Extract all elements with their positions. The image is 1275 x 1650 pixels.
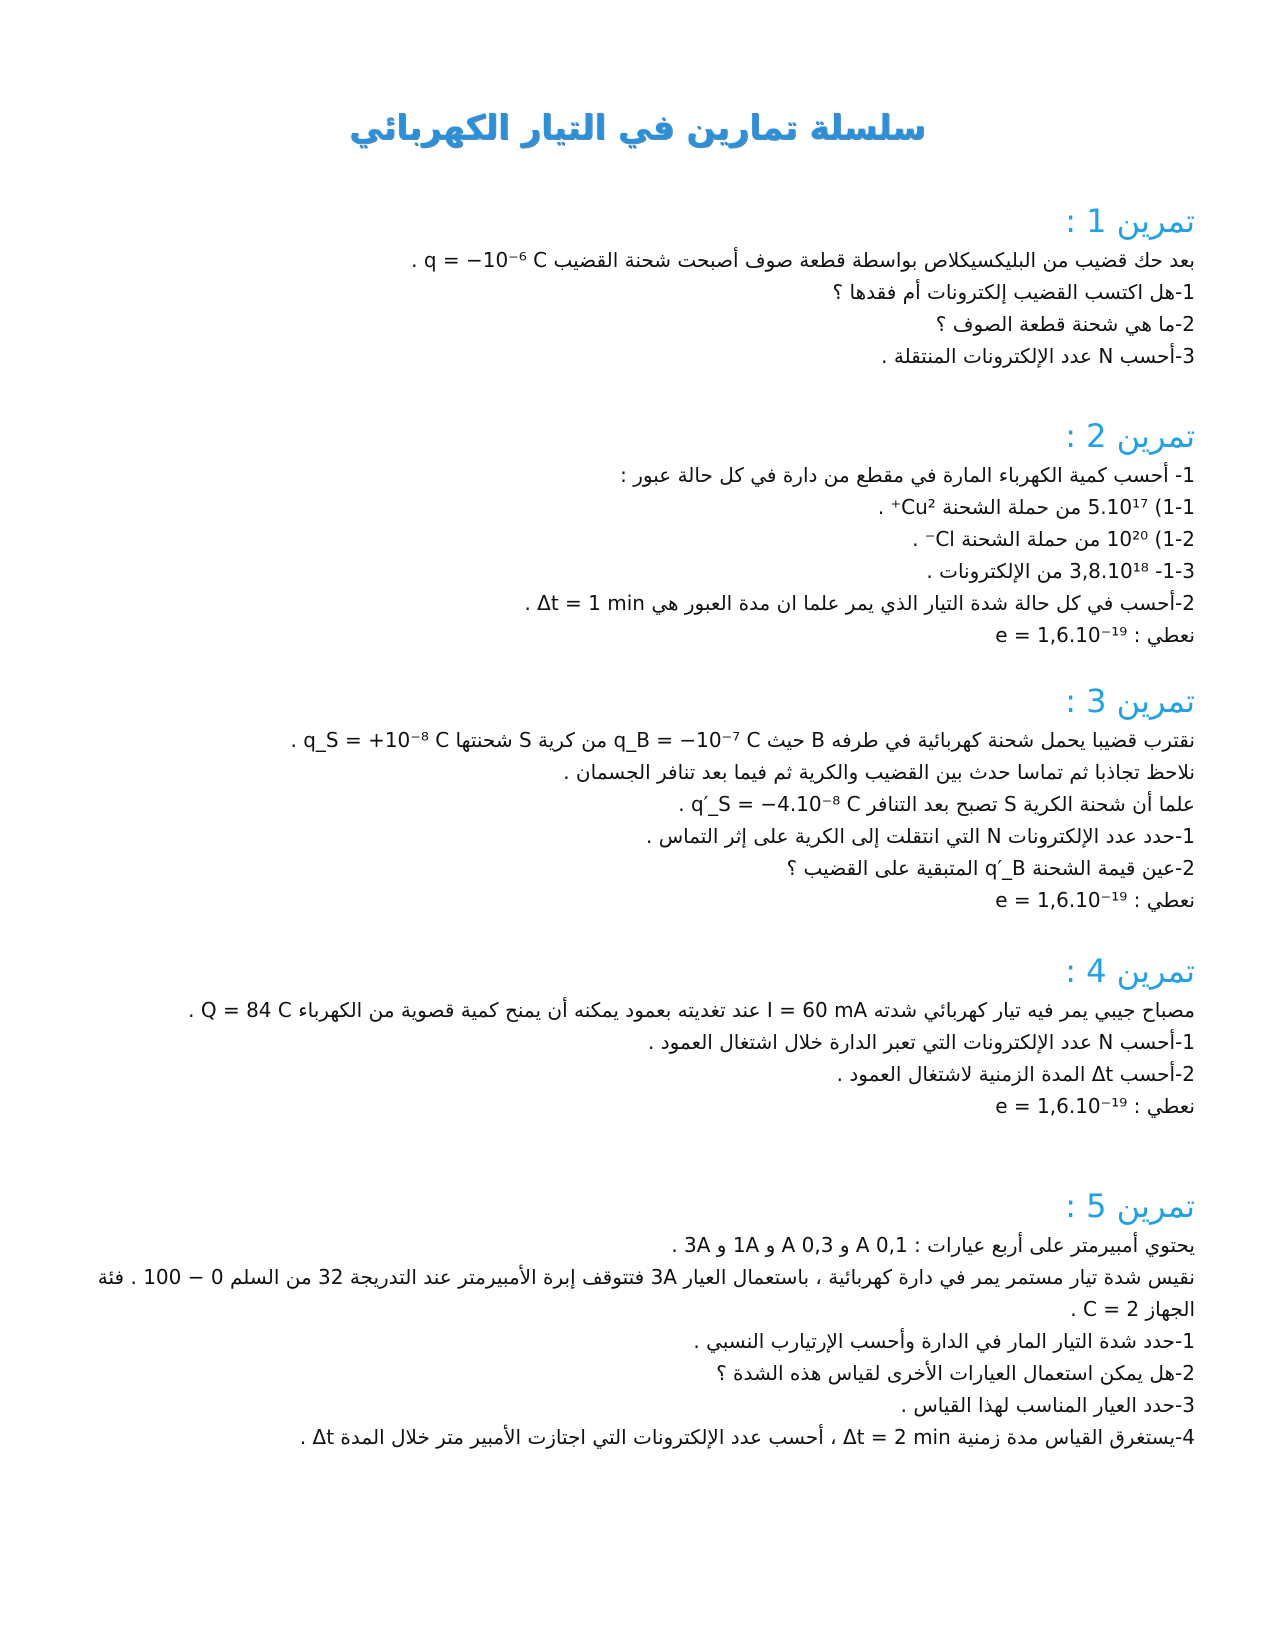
exercise-line: 4-يستغرق القياس مدة زمنية Δt = 2 min ، أحسب عدد الإلكترونات التي اجتازت الأمبير متر خلال المدة Δt .: [299, 1425, 1195, 1449]
exercise-line: مصباح جيبي يمر فيه تيار كهربائي شدته I = 60 mA عند تغديته بعمود يمكنه أن يمنح كمية قصوية من الكهرباء Q = 84 C .: [188, 998, 1195, 1022]
exercise-line: نلاحظ تجاذبا ثم تماسا حدث بين القضيب والكرية ثم فيما بعد تنافر الجسمان .: [563, 760, 1195, 784]
exercise-1: [75, 200, 1195, 372]
exercise-2: [75, 415, 1195, 651]
exercise-heading: تمرين 5 :: [1065, 1187, 1195, 1225]
exercise-line: 1-3- 3,8.10¹⁸ من الإلكترونات .: [926, 559, 1195, 583]
exercise-line: علما أن شحنة الكرية S تصبح بعد التنافر q′_S = −4.10⁻⁸ C .: [678, 792, 1195, 816]
exercise-line: 1-حدد شدة التيار المار في الدارة وأحسب الإرتيارب النسبي .: [693, 1329, 1195, 1353]
exercise-line: 1-حدد عدد الإلكترونات N التي انتقلت إلى الكرية على إثر التماس .: [645, 824, 1195, 848]
exercise-line: 1-هل اكتسب القضيب إلكترونات أم فقدها ؟: [832, 280, 1195, 304]
exercise-line: 1-1) 5.10¹⁷ من حملة الشحنة Cu²⁺ .: [877, 495, 1195, 519]
exercise-line: نقترب قضيبا يحمل شحنة كهربائية في طرفه B حيث q_B = −10⁻⁷ C من كرية S شحنتها q_S = +10⁻⁸ C .: [290, 728, 1195, 752]
exercise-line: نعطي : e = 1,6.10⁻¹⁹: [995, 1094, 1195, 1118]
exercise-line: 3-أحسب N عدد الإلكترونات المنتقلة .: [881, 344, 1195, 368]
exercise-line: 2-هل يمكن استعمال العيارات الأخرى لقياس هذه الشدة ؟: [716, 1361, 1195, 1385]
exercise-line: 2-عين قيمة الشحنة q′_B المتبقية على القضيب ؟: [786, 856, 1195, 880]
exercise-heading: تمرين 4 :: [1065, 952, 1195, 990]
exercise-line: يحتوي أمبيرمتر على أربع عيارات : 0,1 A و 0,3 A و 1A و 3A .: [671, 1233, 1195, 1257]
exercise-line: 2-أحسب في كل حالة شدة التيار الذي يمر علما ان مدة العبور هي Δt = 1 min .: [524, 591, 1195, 615]
exercise-line: نعطي : e = 1,6.10⁻¹⁹: [995, 888, 1195, 912]
exercise-line: 2-ما هي شحنة قطعة الصوف ؟: [935, 312, 1195, 336]
exercise-heading: تمرين 1 :: [1065, 202, 1195, 240]
page-title: سلسلة تمارين في التيار الكهربائي: [349, 108, 926, 148]
exercise-heading: تمرين 3 :: [1065, 682, 1195, 720]
exercise-line: نقيس شدة تيار مستمر يمر في دارة كهربائية ، باستعمال العيار 3A فتتوقف إبرة الأمبيرمتر عند التدريجة 32 من السلم 0 − 100 . فئة الجهاز C = 2 .: [97, 1265, 1195, 1321]
exercise-line: بعد حك قضيب من البليكسيكلاص بواسطة قطعة صوف أصبحت شحنة القضيب q = −10⁻⁶ C .: [411, 248, 1195, 272]
exercise-heading: تمرين 2 :: [1065, 417, 1195, 455]
exercise-line: 1-2) 10²⁰ من حملة الشحنة Cl⁻ .: [912, 527, 1195, 551]
exercise-line: 2-أحسب Δt المدة الزمنية لاشتغال العمود .: [836, 1062, 1195, 1086]
exercise-line: نعطي : e = 1,6.10⁻¹⁹: [995, 623, 1195, 647]
exercise-4: [75, 950, 1195, 1122]
exercise-line: 1- أحسب كمية الكهرباء المارة في مقطع من دارة في كل حالة عبور :: [620, 463, 1195, 487]
exercise-5: [75, 1185, 1195, 1453]
exercise-line: 3-حدد العيار المناسب لهذا القياس .: [900, 1393, 1195, 1417]
exercise-line: 1-أحسب N عدد الإلكترونات التي تعبر الدارة خلال اشتغال العمود .: [648, 1030, 1195, 1054]
exercise-3: [75, 680, 1195, 916]
